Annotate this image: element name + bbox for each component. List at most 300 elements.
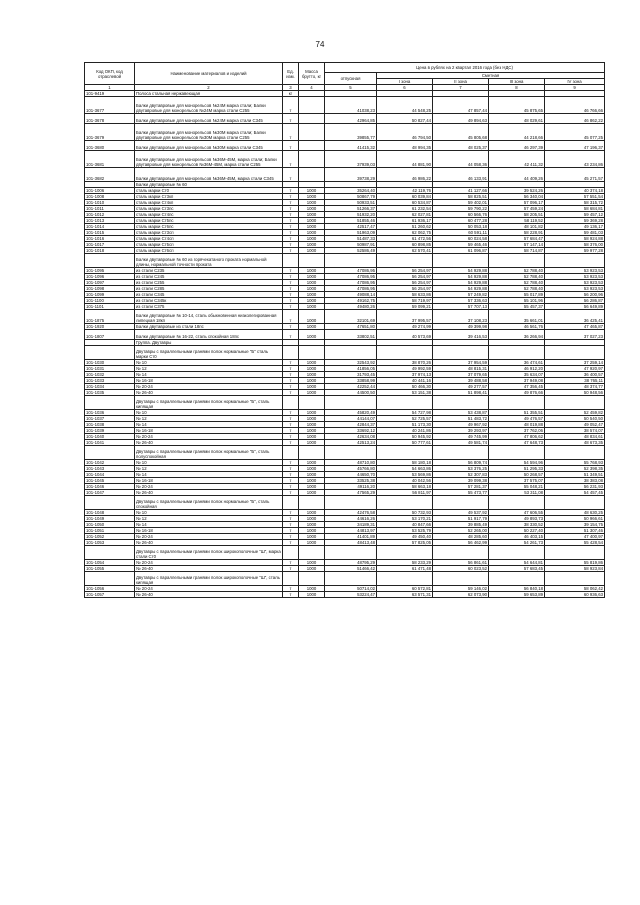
table-row — [85, 330, 605, 340]
row-name: сталь марки Ст0 — [135, 188, 283, 194]
row-mass — [299, 151, 325, 168]
row-mass: 1000 — [299, 310, 325, 324]
row-price-zone-4: 59 457,12 — [545, 212, 605, 218]
row-mass: 1000 — [299, 484, 325, 490]
row-price-zone-2: 54 929,88 — [433, 286, 489, 292]
row-unit: т — [283, 268, 299, 274]
row-price-zone-2: 57 281,37 — [433, 484, 489, 490]
row-name: № 16-18 — [135, 428, 283, 434]
row-mass: 1000 — [299, 274, 325, 280]
row-price-zone-4 — [545, 496, 605, 510]
row-mass — [299, 114, 325, 124]
row-name: Балки двутавровые из стали 18пс — [135, 324, 283, 330]
row-price-zone-1: 53 525,79 — [377, 528, 433, 534]
row-unit: т — [283, 366, 299, 372]
row-unit: т — [283, 168, 299, 182]
row-price-zone-2: 49 277,57 — [433, 384, 489, 390]
row-price-zone-2: 39 099,38 — [433, 478, 489, 484]
row-price-zone-3: 44 218,66 — [489, 124, 545, 141]
row-price-zone-4: 43 234,86 — [545, 151, 605, 168]
row-code — [85, 546, 135, 560]
row-unit: т — [283, 566, 299, 572]
row-price-zone-1 — [377, 346, 433, 360]
row-price-wholesale: 42476,58 — [325, 510, 377, 516]
row-price-zone-2: 41 127,66 — [433, 188, 489, 194]
row-price-zone-3: 49 476,57 — [489, 416, 545, 422]
row-unit: т — [283, 478, 299, 484]
row-price-zone-1: 48 994,35 — [377, 141, 433, 151]
row-code: 101-1044 — [85, 472, 135, 478]
row-price-zone-2: 44 058,36 — [433, 151, 489, 168]
row-name: № 26-40 — [135, 592, 283, 598]
row-code — [85, 496, 135, 510]
table-row — [85, 496, 605, 510]
row-price-zone-2: 54 929,88 — [433, 280, 489, 286]
row-name: Полоса стальная нержавеющая — [135, 91, 283, 97]
row-mass: 1000 — [299, 242, 325, 248]
row-mass: 1000 — [299, 236, 325, 242]
row-name: № 14 — [135, 372, 283, 378]
row-price-wholesale: 42844,37 — [325, 422, 377, 428]
row-mass: 1000 — [299, 280, 325, 286]
row-price-zone-4: 45 271,57 — [545, 168, 605, 182]
row-price-wholesale: 41856,05 — [325, 366, 377, 372]
row-price-zone-2 — [433, 254, 489, 268]
row-code — [85, 572, 135, 586]
row-name: Балки двутавровые для монорельсов №36М-45М, марка стали; Балки двутавровые для монорельсов №36М-45М, марка стали С255 — [135, 151, 283, 168]
row-unit: т — [283, 360, 299, 366]
row-price-wholesale: 48795,29 — [325, 560, 377, 566]
row-mass: 1000 — [299, 528, 325, 534]
row-price-zone-2: 52 265,00 — [433, 528, 489, 534]
row-name: № 16-18 — [135, 378, 283, 384]
row-name: Двутавры с параллельными гранями полок широкополочные "Ш", сталь кипящая — [135, 572, 283, 586]
row-price-wholesale: 42634,08 — [325, 434, 377, 440]
row-price-zone-2 — [433, 572, 489, 586]
header-name: Наименование материалов и изделий — [135, 63, 283, 85]
row-mass: 1000 — [299, 366, 325, 372]
row-price-zone-3: 50 227,40 — [489, 528, 545, 534]
row-unit: т — [283, 440, 299, 446]
row-price-zone-3: 57 147,14 — [489, 242, 545, 248]
row-price-zone-3: 45 875,65 — [489, 97, 545, 114]
row-mass — [299, 572, 325, 586]
row-name: № 20-24 — [135, 534, 283, 540]
row-unit — [283, 446, 299, 460]
header-zone-3: III зона — [489, 79, 545, 85]
row-price-zone-3: 37 762,06 — [489, 428, 545, 434]
row-price-zone-3: 48 019,88 — [489, 422, 545, 428]
header-zone-2: II зона — [433, 79, 489, 85]
row-code: 101-1095 — [85, 268, 135, 274]
row-price-zone-4: 36 400,57 — [545, 372, 605, 378]
row-price-zone-4 — [545, 546, 605, 560]
row-price-zone-3: 54 594,96 — [489, 460, 545, 466]
row-price-zone-3 — [489, 446, 545, 460]
row-price-zone-1: 60 039,84 — [377, 194, 433, 200]
row-price-wholesale: 41401,89 — [325, 534, 377, 540]
row-price-zone-4: 53 923,53 — [545, 286, 605, 292]
row-mass: 1000 — [299, 286, 325, 292]
row-price-zone-4: 58 924,88 — [545, 236, 605, 242]
row-code: 101-1098 — [85, 286, 135, 292]
row-name: сталь марки Ст6пс — [135, 224, 283, 230]
row-price-zone-4: 46 862,22 — [545, 114, 605, 124]
row-code: 101-1807 — [85, 330, 135, 340]
row-price-zone-1: 50 827,44 — [377, 114, 433, 124]
row-code: 101-1875 — [85, 310, 135, 324]
row-code: 101-3677 — [85, 97, 135, 114]
row-code: 101-1049 — [85, 516, 135, 522]
row-price-zone-2: 39 488,58 — [433, 378, 489, 384]
header-zone-1: I зона — [377, 79, 433, 85]
row-price-zone-1: 46 794,50 — [377, 124, 433, 141]
row-price-zone-4: 50 948,56 — [545, 390, 605, 396]
row-price-zone-1: 61 471,48 — [377, 566, 433, 572]
row-unit: т — [283, 230, 299, 236]
row-price-zone-2: 59 465,46 — [433, 242, 489, 248]
row-code: 101-9419 — [85, 91, 135, 97]
row-mass: 1000 — [299, 510, 325, 516]
row-unit: т — [283, 298, 299, 304]
row-price-wholesale: 49088,14 — [325, 292, 377, 298]
row-price-zone-2: 48 815,31 — [433, 366, 489, 372]
header-unit: Ед. изм. — [283, 63, 299, 85]
row-code: 101-1032 — [85, 372, 135, 378]
row-mass: 1000 — [299, 298, 325, 304]
row-price-zone-1: 58 663,18 — [377, 484, 433, 490]
row-price-zone-2: 49 967,92 — [433, 422, 489, 428]
row-price-zone-2: 58 825,51 — [433, 194, 489, 200]
row-price-zone-4: 38 383,08 — [545, 478, 605, 484]
row-price-zone-1: 40 441,16 — [377, 378, 433, 384]
row-price-zone-4: 37 027,23 — [545, 330, 605, 340]
row-name: Двутавры с параллельными гранями полок нормальные "Б", сталь кипящая — [135, 396, 283, 410]
row-mass: 1000 — [299, 410, 325, 416]
row-mass: 1000 — [299, 422, 325, 428]
row-price-zone-2: 45 805,68 — [433, 124, 489, 141]
row-name: Балки двутавровые для монорельсов №36М-45М, марка стали С345 — [135, 168, 283, 182]
row-price-wholesale — [325, 446, 377, 460]
row-price-zone-4: 53 923,53 — [545, 268, 605, 274]
row-price-wholesale: 49162,75 — [325, 298, 377, 304]
row-mass — [299, 396, 325, 410]
row-unit: т — [283, 472, 299, 478]
row-price-zone-2: 59 402,01 — [433, 200, 489, 206]
table-body — [85, 91, 605, 598]
row-price-zone-1: 56 254,97 — [377, 280, 433, 286]
row-unit: т — [283, 490, 299, 496]
row-mass: 1000 — [299, 540, 325, 546]
row-code: 101-1097 — [85, 280, 135, 286]
row-price-zone-1: 53 170,21 — [377, 516, 433, 522]
row-unit: т — [283, 410, 299, 416]
row-unit: т — [283, 372, 299, 378]
row-price-wholesale: 49480,26 — [325, 304, 377, 310]
row-unit: т — [283, 528, 299, 534]
row-unit: т — [283, 97, 299, 114]
row-price-wholesale: 33525,38 — [325, 478, 377, 484]
row-price-zone-3: 52 788,40 — [489, 274, 545, 280]
row-code: 101-1011 — [85, 206, 135, 212]
row-price-zone-4: 55 428,54 — [545, 540, 605, 546]
row-code: 101-1056 — [85, 586, 135, 592]
row-unit: т — [283, 188, 299, 194]
row-unit — [283, 546, 299, 560]
row-price-zone-3: 54 644,81 — [489, 560, 545, 566]
row-price-zone-1: 53 151,38 — [377, 390, 433, 396]
row-price-zone-2: 57 249,82 — [433, 292, 489, 298]
row-price-zone-2: 51 898,41 — [433, 390, 489, 396]
row-name: сталь марки Ст5пс — [135, 218, 283, 224]
row-price-zone-2: 62 073,90 — [433, 592, 489, 598]
row-price-zone-1: 61 472,56 — [377, 236, 433, 242]
row-price-zone-1: 44 548,25 — [377, 97, 433, 114]
row-price-zone-3: 35 634,07 — [489, 372, 545, 378]
row-price-zone-4: 55 819,86 — [545, 560, 605, 566]
row-unit: т — [283, 428, 299, 434]
row-unit: т — [283, 236, 299, 242]
row-price-zone-4: 59 369,28 — [545, 218, 605, 224]
row-price-zone-2: 51 917,79 — [433, 516, 489, 522]
row-price-zone-1: 51 260,62 — [377, 224, 433, 230]
row-code: 101-1016 — [85, 236, 135, 242]
row-price-zone-2: 57 707,13 — [433, 304, 489, 310]
row-name: № 26-40 — [135, 390, 283, 396]
row-price-zone-1: 52 725,57 — [377, 416, 433, 422]
row-price-zone-1: 54 663,86 — [377, 466, 433, 472]
row-price-zone-1: 56 254,97 — [377, 286, 433, 292]
row-name: № 10 — [135, 360, 283, 366]
row-price-zone-4: 39 154,75 — [545, 522, 605, 528]
row-price-zone-3: 35 661,01 — [489, 310, 545, 324]
row-code: 101-1010 — [85, 200, 135, 206]
row-unit: т — [283, 124, 299, 141]
row-code: 101-1101 — [85, 304, 135, 310]
row-price-zone-3 — [489, 346, 545, 360]
row-mass: 1000 — [299, 194, 325, 200]
row-unit: т — [283, 586, 299, 592]
row-price-zone-2 — [433, 396, 489, 410]
row-price-zone-1: 49 450,40 — [377, 534, 433, 540]
row-mass: 1000 — [299, 440, 325, 446]
row-price-zone-3: 37 949,08 — [489, 378, 545, 384]
row-unit: т — [283, 466, 299, 472]
column-number: 2 — [135, 85, 283, 91]
row-price-zone-3: 55 017,89 — [489, 292, 545, 298]
row-unit: т — [283, 200, 299, 206]
row-price-zone-4: 52 459,82 — [545, 410, 605, 416]
row-name: Балки двутавровые для монорельсов №30М марка стали С345 — [135, 141, 283, 151]
row-price-wholesale: 33802,51 — [325, 330, 377, 340]
row-price-zone-1 — [377, 254, 433, 268]
row-unit — [283, 254, 299, 268]
row-name: № 26-40 — [135, 440, 283, 446]
row-name: из стали С285 — [135, 286, 283, 292]
row-price-zone-4: 56 200,96 — [545, 292, 605, 298]
row-price-zone-4: 54 457,45 — [545, 490, 605, 496]
header-mass: Масса брутто, кг — [299, 63, 325, 85]
row-price-zone-1: 50 466,30 — [377, 384, 433, 390]
row-code: 101-1055 — [85, 566, 135, 572]
row-price-zone-1 — [377, 446, 433, 460]
row-mass — [299, 546, 325, 560]
row-price-zone-1: 59 099,21 — [377, 304, 433, 310]
row-price-wholesale: 39738,29 — [325, 168, 377, 182]
row-price-zone-3: 50 268,57 — [489, 472, 545, 478]
row-mass: 1000 — [299, 212, 325, 218]
row-name: сталь марки Ст3сп — [135, 230, 283, 236]
column-number: 5 — [325, 85, 377, 91]
row-code: 101-1039 — [85, 428, 135, 434]
row-price-zone-1: 50 732,93 — [377, 510, 433, 516]
row-unit: т — [283, 522, 299, 528]
row-price-zone-2: 47 857,44 — [433, 97, 489, 114]
row-price-wholesale: 47086,95 — [325, 268, 377, 274]
row-unit: т — [283, 141, 299, 151]
row-code: 101-1033 — [85, 378, 135, 384]
row-mass: 1000 — [299, 534, 325, 540]
row-mass: 1000 — [299, 390, 325, 396]
row-price-zone-3: 58 119,52 — [489, 218, 545, 224]
row-price-zone-3: 55 457,37 — [489, 304, 545, 310]
row-price-zone-3: 55 048,21 — [489, 484, 545, 490]
column-number: 1 — [85, 85, 135, 91]
row-code: 101-1920 — [85, 324, 135, 330]
row-code: 101-1052 — [85, 534, 135, 540]
row-price-zone-3: 49 876,66 — [489, 390, 545, 396]
row-price-zone-2 — [433, 446, 489, 460]
row-name: Балки двутавровые № 10-14, сталь обыкновенная низколегированная липецкая 18кп — [135, 310, 283, 324]
row-price-zone-3: 52 788,40 — [489, 280, 545, 286]
row-price-zone-1 — [377, 396, 433, 410]
row-unit: т — [283, 242, 299, 248]
row-unit: т — [283, 460, 299, 466]
row-price-zone-4: 58 376,00 — [545, 242, 605, 248]
row-price-wholesale: 45820,49 — [325, 410, 377, 416]
row-name: из стали С255 — [135, 280, 283, 286]
row-price-zone-4: 50 966,61 — [545, 516, 605, 522]
row-price-wholesale: 47651,80 — [325, 324, 377, 330]
table-row — [85, 151, 605, 168]
row-price-zone-2: 53 376,25 — [433, 466, 489, 472]
row-code: 101-1006 — [85, 188, 135, 194]
row-unit: т — [283, 292, 299, 298]
row-price-zone-3: 48 029,61 — [489, 114, 545, 124]
row-price-zone-4: 58 062,42 — [545, 586, 605, 592]
row-price-wholesale: 44616,26 — [325, 516, 377, 522]
row-unit: т — [283, 384, 299, 390]
row-mass: 1000 — [299, 224, 325, 230]
row-price-zone-4 — [545, 572, 605, 586]
row-price-zone-1 — [377, 546, 433, 560]
row-price-zone-3: 47 806,62 — [489, 434, 545, 440]
row-name: из стали С235 — [135, 268, 283, 274]
table-row — [85, 124, 605, 141]
row-name: № 20-24 — [135, 434, 283, 440]
row-price-zone-4: 48 673,35 — [545, 440, 605, 446]
row-price-zone-3: 46 561,76 — [489, 324, 545, 330]
row-price-wholesale: 51266,37 — [325, 206, 377, 212]
row-price-zone-1: 46 986,22 — [377, 168, 433, 182]
row-code: 101-1017 — [85, 242, 135, 248]
row-price-zone-1: 53 569,86 — [377, 472, 433, 478]
row-code: 101-1040 — [85, 434, 135, 440]
row-name: № 20-24 — [135, 560, 283, 566]
row-price-zone-4: 48 834,61 — [545, 434, 605, 440]
row-price-zone-3: 42 411,32 — [489, 151, 545, 168]
row-price-zone-3: 57 096,17 — [489, 200, 545, 206]
row-unit: т — [283, 484, 299, 490]
row-mass: 1000 — [299, 324, 325, 330]
row-price-zone-3: 46 403,15 — [489, 534, 545, 540]
row-code: 101-1013 — [85, 218, 135, 224]
row-price-zone-2 — [433, 496, 489, 510]
row-code: 101-1041 — [85, 440, 135, 446]
row-name: № 12 — [135, 366, 283, 372]
row-name: сталь марки Ст4кп — [135, 200, 283, 206]
row-price-zone-4: 36 425,41 — [545, 310, 605, 324]
row-unit: т — [283, 540, 299, 546]
row-price-zone-2: 39 416,53 — [433, 330, 489, 340]
row-price-zone-4: 51 307,46 — [545, 528, 605, 534]
row-price-zone-1 — [377, 572, 433, 586]
row-unit: т — [283, 422, 299, 428]
row-unit: т — [283, 378, 299, 384]
row-price-zone-1: 40 847,66 — [377, 522, 433, 528]
row-price-zone-4: 56 231,93 — [545, 484, 605, 490]
row-mass: 1000 — [299, 466, 325, 472]
row-code: 101-1038 — [85, 422, 135, 428]
row-price-zone-4: 49 136,17 — [545, 224, 605, 230]
row-name: сталь марки Ст4пс — [135, 212, 283, 218]
row-price-zone-4: 47 196,37 — [545, 141, 605, 151]
row-unit: т — [283, 324, 299, 330]
row-mass: 1000 — [299, 230, 325, 236]
row-price-zone-3: 47 606,55 — [489, 510, 545, 516]
row-unit: т — [283, 212, 299, 218]
column-number: 9 — [545, 85, 605, 91]
row-price-zone-2: 53 438,87 — [433, 410, 489, 416]
row-mass: 1000 — [299, 206, 325, 212]
row-price-zone-4: 58 684,81 — [545, 206, 605, 212]
header-estimate: Сметная — [377, 73, 605, 79]
row-price-zone-4: 48 374,77 — [545, 384, 605, 390]
row-price-wholesale: 33858,99 — [325, 378, 377, 384]
row-price-zone-2: 56 462,99 — [433, 540, 489, 546]
row-code: 101-1046 — [85, 484, 135, 490]
row-price-zone-2: 49 745,99 — [433, 434, 489, 440]
row-price-zone-1: 58 233,29 — [377, 560, 433, 566]
row-price-wholesale: 44500,50 — [325, 390, 377, 396]
row-code: 101-1035 — [85, 390, 135, 396]
row-price-zone-3 — [489, 572, 545, 586]
row-mass: 1000 — [299, 592, 325, 598]
row-code: 101-1057 — [85, 592, 135, 598]
row-name: из стали С345к — [135, 298, 283, 304]
page-number: 74 — [315, 40, 325, 49]
row-price-zone-2: 54 929,88 — [433, 268, 489, 274]
row-code: 101-1031 — [85, 366, 135, 372]
row-price-wholesale: 31793,45 — [325, 372, 377, 378]
table-row — [85, 396, 605, 410]
row-name: сталь марки Ст5сп — [135, 242, 283, 248]
row-unit: т — [283, 274, 299, 280]
row-price-zone-1: 38 870,26 — [377, 360, 433, 366]
row-unit: т — [283, 592, 299, 598]
row-price-zone-3: 56 840,18 — [489, 586, 545, 592]
row-price-zone-3: 46 912,20 — [489, 366, 545, 372]
